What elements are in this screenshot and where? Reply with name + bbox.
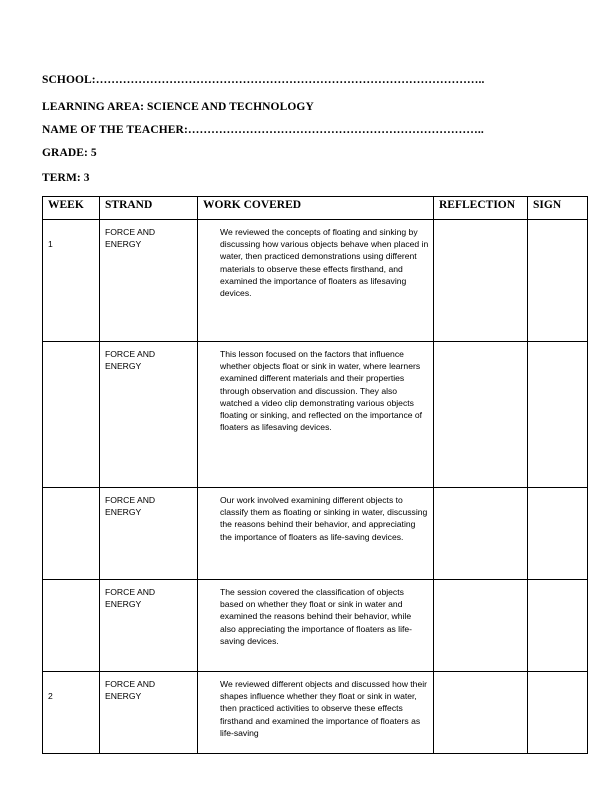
- week-cell: 1: [43, 220, 100, 342]
- record-of-work-table: [42, 196, 588, 754]
- work-covered-cell: We reviewed different objects and discussed how their shapes influence whether they float or sink in water, then practiced activities to observe these effects firsthand and examined the importance of floaters as life-saving: [198, 672, 434, 754]
- table-row: [43, 488, 588, 580]
- week-cell: [43, 488, 100, 580]
- sign-cell[interactable]: [528, 342, 588, 488]
- grade-line: GRADE: 5: [42, 147, 97, 159]
- work-covered-cell: This lesson focused on the factors that influence whether objects float or sink in water, where learners examined different materials and their properties through observation and discussion. They also watched a video clip demonstrating various objects floating or sinking, and reflected on the importance of floaters as lifesaving devices.: [198, 342, 434, 488]
- reflection-cell[interactable]: [434, 220, 528, 342]
- work-covered-cell: Our work involved examining different objects to classify them as floating or sinking in water, discussing the reasons behind their behavior, and appreciating the importance of floaters as life-saving devices.: [198, 488, 434, 580]
- reflection-cell[interactable]: [434, 342, 528, 488]
- table-header-row: [43, 197, 588, 220]
- strand-cell: FORCE AND ENERGY: [100, 672, 198, 754]
- reflection-cell[interactable]: [434, 672, 528, 754]
- teacher-name-line: NAME OF THE TEACHER:…………………………………………………………………..: [42, 124, 484, 136]
- reflection-cell[interactable]: [434, 580, 528, 672]
- table-row: [43, 580, 588, 672]
- column-header-work-covered: WORK COVERED: [198, 197, 434, 220]
- strand-cell: FORCE AND ENERGY: [100, 342, 198, 488]
- week-cell: [43, 580, 100, 672]
- term-line: TERM: 3: [42, 172, 90, 184]
- column-header-week: WEEK: [43, 197, 100, 220]
- work-covered-cell: We reviewed the concepts of floating and sinking by discussing how various objects behave when placed in water, then practiced demonstrations using different materials to observe these effects firsthand, and examined the importance of floaters as lifesaving devices.: [198, 220, 434, 342]
- work-covered-cell: The session covered the classification of objects based on whether they float or sink in water and examined the reasons behind their behavior, while also appreciating the importance of floaters as life-saving devices.: [198, 580, 434, 672]
- reflection-cell[interactable]: [434, 488, 528, 580]
- column-header-sign: SIGN: [528, 197, 588, 220]
- strand-cell: FORCE AND ENERGY: [100, 580, 198, 672]
- table-row: [43, 220, 588, 342]
- table-row: [43, 672, 588, 754]
- week-cell: 2: [43, 672, 100, 754]
- strand-cell: FORCE AND ENERGY: [100, 220, 198, 342]
- column-header-reflection: REFLECTION: [434, 197, 528, 220]
- sign-cell[interactable]: [528, 672, 588, 754]
- column-header-strand: STRAND: [100, 197, 198, 220]
- sign-cell[interactable]: [528, 488, 588, 580]
- table-row: [43, 342, 588, 488]
- sign-cell[interactable]: [528, 220, 588, 342]
- week-cell: [43, 342, 100, 488]
- sign-cell[interactable]: [528, 580, 588, 672]
- school-line: SCHOOL:………………………………………………………………………………………..: [42, 74, 485, 86]
- learning-area-line: LEARNING AREA: SCIENCE AND TECHNOLOGY: [42, 101, 314, 113]
- strand-cell: FORCE AND ENERGY: [100, 488, 198, 580]
